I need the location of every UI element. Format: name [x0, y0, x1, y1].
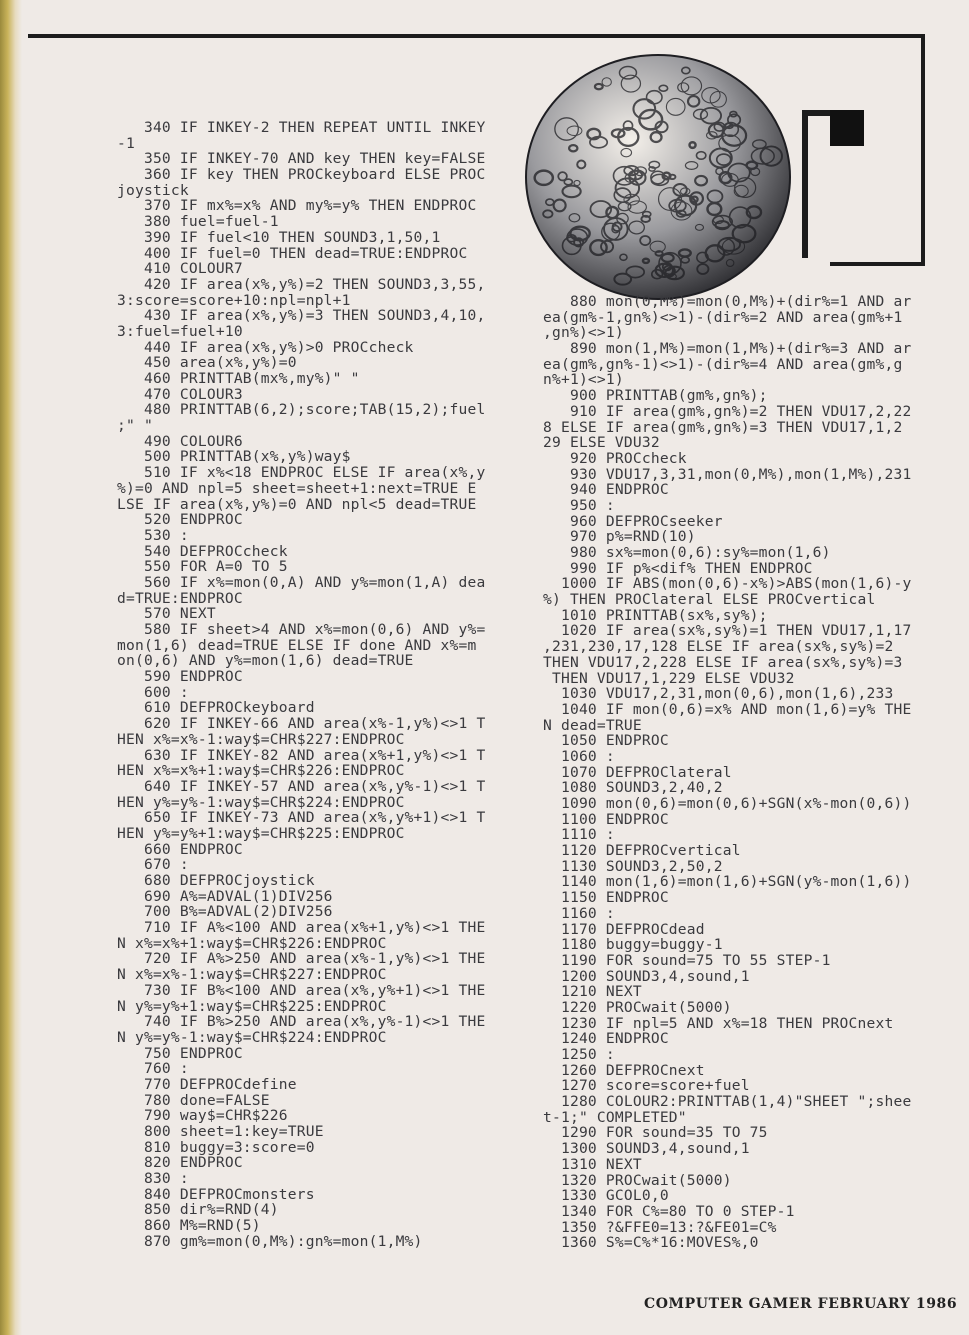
code-line: 480 PRINTTAB(6,2);score;TAB(15,2);fuel: [117, 401, 486, 419]
code-line: 400 IF fuel=0 THEN dead=TRUE:ENDPROC: [117, 244, 468, 262]
code-line: 8 ELSE IF area(gm%,gn%)=3 THEN VDU17,1,2: [543, 418, 903, 436]
code-line: HEN x%=x%+1:way$=CHR$226:ENDPROC: [117, 762, 405, 780]
code-line: 600 :: [117, 683, 189, 701]
code-line: 590 ENDPROC: [117, 668, 243, 686]
code-line: 840 DEFPROCmonsters: [117, 1185, 315, 1203]
code-line: 350 IF INKEY-70 AND key THEN key=FALSE: [117, 150, 486, 168]
code-line: 980 sx%=mon(0,6):sy%=mon(1,6): [543, 544, 831, 561]
code-line: 700 B%=ADVAL(2)DIV256: [117, 903, 333, 921]
code-line: 510 IF x%<18 ENDPROC ELSE IF area(x%,y: [117, 464, 486, 482]
code-line: 680 DEFPROCjoystick: [117, 872, 315, 889]
code-line: %) THEN PROClateral ELSE PROCvertical: [543, 591, 876, 609]
code-line: 730 IF B%<100 AND area(x%,y%+1)<>1 THE: [117, 981, 486, 999]
code-line: d=TRUE:ENDPROC: [117, 589, 243, 607]
code-line: 820 ENDPROC: [117, 1154, 243, 1172]
code-line: 1260 DEFPROCnext: [543, 1061, 705, 1079]
code-line: 1330 GCOL0,0: [543, 1187, 669, 1205]
code-line: 560 IF x%=mon(0,A) AND y%=mon(1,A) dea: [117, 573, 486, 591]
code-line: 3:score=score+10:npl=npl+1: [117, 291, 351, 309]
code-line: 1180 buggy=buggy-1: [543, 936, 723, 954]
code-line: 1140 mon(1,6)=mon(1,6)+SGN(y%-mon(1,6)): [543, 873, 912, 891]
code-line: 1340 FOR C%=80 TO 0 STEP-1: [543, 1202, 795, 1220]
code-line: 1050 ENDPROC: [543, 732, 669, 750]
code-line: t-1;" COMPLETED": [543, 1108, 687, 1126]
code-line: 1060 :: [543, 747, 615, 765]
code-line: HEN y%=y%+1:way$=CHR$225:ENDPROC: [117, 824, 405, 842]
code-line: 1300 SOUND3,4,sound,1: [543, 1140, 750, 1158]
code-line: 1240 ENDPROC: [543, 1030, 669, 1048]
code-line: 610 DEFPROCkeyboard: [117, 699, 315, 717]
code-line: 530 :: [117, 526, 189, 544]
code-line: N y%=y%+1:way$=CHR$225:ENDPROC: [117, 997, 387, 1015]
code-line: 630 IF INKEY-82 AND area(x%+1,y%)<>1 T: [117, 746, 486, 764]
code-line: THEN VDU17,1,229 ELSE VDU32: [543, 669, 795, 687]
page-spine: [0, 0, 22, 1335]
code-line: 360 IF key THEN PROCkeyboard ELSE PROC: [117, 166, 486, 184]
code-line: ,231,230,17,128 ELSE IF area(sx%,sy%)=2: [543, 638, 894, 656]
frame-rule-right: [921, 34, 925, 266]
code-line: 570 NEXT: [117, 605, 216, 623]
code-line: 1350 ?&FFE0=13:?&FE01=C%: [543, 1218, 777, 1236]
code-line: 550 FOR A=0 TO 5: [117, 558, 288, 576]
code-line: 1120 DEFPROCvertical: [543, 842, 741, 860]
frame-rule-left: [802, 110, 808, 258]
code-line: 1190 FOR sound=75 TO 55 STEP-1: [543, 951, 831, 969]
code-line: 870 gm%=mon(0,M%):gn%=mon(1,M%): [117, 1232, 423, 1250]
code-line: 650 IF INKEY-73 AND area(x%,y%+1)<>1 T: [117, 809, 486, 827]
code-line: 770 DEFPROCdefine: [117, 1075, 297, 1093]
code-line: 410 COLOUR7: [117, 260, 243, 278]
code-line: ,gn%)<>1): [543, 324, 624, 342]
code-line: 920 PROCcheck: [543, 449, 687, 467]
code-line: 620 IF INKEY-66 AND area(x%-1,y%)<>1 T: [117, 715, 486, 733]
code-line: 690 A%=ADVAL(1)DIV256: [117, 887, 333, 905]
code-line: 1080 SOUND3,2,40,2: [543, 779, 723, 797]
code-line: 1070 DEFPROClateral: [543, 763, 732, 781]
code-line: 960 DEFPROCseeker: [543, 512, 723, 530]
code-line: 1210 NEXT: [543, 983, 642, 1001]
code-line: 800 sheet=1:key=TRUE: [117, 1123, 324, 1140]
code-line: on(0,6) AND y%=mon(1,6) dead=TRUE: [117, 652, 414, 670]
code-line: 860 M%=RND(5): [117, 1217, 261, 1235]
moon-illustration: [523, 52, 793, 302]
code-line: 340 IF INKEY-2 THEN REPEAT UNTIL INKEY: [117, 119, 486, 136]
code-line: 1150 ENDPROC: [543, 889, 669, 907]
code-line: N x%=x%+1:way$=CHR$226:ENDPROC: [117, 934, 387, 952]
code-line: 3:fuel=fuel+10: [117, 322, 243, 340]
code-line: 1230 IF npl=5 AND x%=18 THEN PROCnext: [543, 1014, 894, 1032]
code-line: 1170 DEFPROCdead: [543, 920, 705, 938]
code-line: HEN y%=y%-1:way$=CHR$224:ENDPROC: [117, 793, 405, 811]
code-line: 1020 IF area(sx%,sy%)=1 THEN VDU17,1,17: [543, 622, 912, 640]
code-line: mon(1,6) dead=TRUE ELSE IF done AND x%=m: [117, 636, 477, 654]
code-line: 900 PRINTTAB(gm%,gn%);: [543, 387, 768, 405]
code-line: 940 ENDPROC: [543, 481, 669, 499]
code-line: 890 mon(1,M%)=mon(1,M%)+(dir%=3 AND ar: [543, 340, 912, 358]
code-line: 1040 IF mon(0,6)=x% AND mon(1,6)=y% THE: [543, 700, 912, 718]
code-line: 710 IF A%<100 AND area(x%+1,y%)<>1 THE: [117, 919, 486, 937]
code-line: 1030 VDU17,2,31,mon(0,6),mon(1,6),233: [543, 685, 894, 703]
code-line: ;" ": [117, 417, 153, 435]
code-line: 1010 PRINTTAB(sx%,sy%);: [543, 606, 768, 624]
code-line: 380 fuel=fuel-1: [117, 213, 279, 231]
code-line: 660 ENDPROC: [117, 840, 243, 858]
code-line: THEN VDU17,2,228 ELSE IF area(sx%,sy%)=3: [543, 653, 903, 671]
frame-rule-top: [802, 110, 830, 116]
code-line: 1100 ENDPROC: [543, 810, 669, 828]
code-line: 670 :: [117, 856, 189, 874]
code-line: 760 :: [117, 1060, 189, 1078]
code-column-right: [543, 294, 911, 1251]
code-line: 1000 IF ABS(mon(0,6)-x%)>ABS(mon(1,6)-y: [543, 575, 912, 593]
code-line: 450 area(x%,y%)=0: [117, 354, 297, 372]
black-square-decoration: [830, 110, 864, 146]
code-line: 500 PRINTTAB(x%,y%)way$: [117, 448, 351, 466]
code-line: 460 PRINTTAB(mx%,my%)" ": [117, 370, 360, 387]
code-line: 1250 :: [543, 1046, 615, 1063]
code-line: 1320 PROCwait(5000): [543, 1171, 732, 1189]
code-line: 910 IF area(gm%,gn%)=2 THEN VDU17,2,22: [543, 402, 912, 420]
code-line: 1200 SOUND3,4,sound,1: [543, 967, 750, 985]
frame-rule-bottom: [830, 262, 925, 266]
code-line: 810 buggy=3:score=0: [117, 1138, 315, 1156]
code-line: 640 IF INKEY-57 AND area(x%,y%-1)<>1 T: [117, 777, 486, 795]
code-line: %)=0 AND npl=5 sheet=sheet+1:next=TRUE E: [117, 479, 477, 497]
code-line: 1310 NEXT: [543, 1155, 642, 1173]
code-line: joystick: [117, 181, 189, 199]
code-line: N y%=y%-1:way$=CHR$224:ENDPROC: [117, 1028, 387, 1046]
code-line: 420 IF area(x%,y%)=2 THEN SOUND3,3,55,: [117, 275, 486, 293]
code-line: n%+1)<>1): [543, 371, 624, 389]
code-line: 930 VDU17,3,31,mon(0,M%),mon(1,M%),231: [543, 465, 912, 483]
code-line: 830 :: [117, 1170, 189, 1188]
code-line: -1: [117, 134, 135, 152]
code-line: 490 COLOUR6: [117, 432, 243, 450]
code-line: 1280 COLOUR2:PRINTTAB(1,4)"SHEET ";shee: [543, 1093, 912, 1111]
code-line: 780 done=FALSE: [117, 1091, 270, 1109]
code-line: 1220 PROCwait(5000): [543, 998, 732, 1016]
code-line: N dead=TRUE: [543, 716, 642, 734]
code-column-left: [117, 120, 485, 1250]
code-line: 370 IF mx%=x% AND my%=y% THEN ENDPROC: [117, 197, 477, 215]
code-line: ea(gm%,gn%-1)<>1)-(dir%=4 AND area(gm%,g: [543, 355, 903, 373]
code-line: LSE IF area(x%,y%)=0 AND npl<5 dead=TRUE: [117, 495, 477, 513]
code-line: 1160 :: [543, 904, 615, 922]
code-line: 390 IF fuel<10 THEN SOUND3,1,50,1: [117, 228, 441, 246]
code-line: 1360 S%=C%*16:MOVES%,0: [543, 1234, 759, 1252]
code-line: 880 mon(0,M%)=mon(0,M%)+(dir%=1 AND ar: [543, 293, 912, 310]
code-line: N x%=x%-1:way$=CHR$227:ENDPROC: [117, 966, 387, 984]
page-footer: COMPUTER GAMER FEBRUARY 1986: [644, 1296, 958, 1312]
code-line: ea(gm%-1,gn%)<>1)-(dir%=2 AND area(gm%+1: [543, 308, 903, 326]
code-line: 850 dir%=RND(4): [117, 1201, 279, 1219]
code-line: 440 IF area(x%,y%)>0 PROCcheck: [117, 338, 414, 356]
code-line: HEN x%=x%-1:way$=CHR$227:ENDPROC: [117, 730, 405, 748]
code-line: 540 DEFPROCcheck: [117, 542, 288, 560]
header-rule: [28, 34, 924, 38]
code-line: 1110 :: [543, 826, 615, 844]
code-line: 790 way$=CHR$226: [117, 1107, 288, 1125]
code-line: 1290 FOR sound=35 TO 75: [543, 1124, 768, 1142]
code-line: 520 ENDPROC: [117, 511, 243, 529]
code-line: 990 IF p%<dif% THEN ENDPROC: [543, 559, 813, 577]
code-line: 740 IF B%>250 AND area(x%,y%-1)<>1 THE: [117, 1013, 486, 1031]
code-line: 470 COLOUR3: [117, 385, 243, 403]
code-line: 430 IF area(x%,y%)=3 THEN SOUND3,4,10,: [117, 307, 486, 325]
code-line: 29 ELSE VDU32: [543, 434, 660, 452]
code-line: 950 :: [543, 496, 615, 514]
code-line: 1270 score=score+fuel: [543, 1077, 750, 1095]
code-line: 1090 mon(0,6)=mon(0,6)+SGN(x%-mon(0,6)): [543, 795, 912, 812]
code-line: 970 p%=RND(10): [543, 528, 696, 546]
code-line: 1130 SOUND3,2,50,2: [543, 857, 723, 875]
code-line: 720 IF A%>250 AND area(x%-1,y%)<>1 THE: [117, 950, 486, 968]
code-line: 580 IF sheet>4 AND x%=mon(0,6) AND y%=: [117, 621, 486, 638]
code-line: 750 ENDPROC: [117, 1044, 243, 1062]
